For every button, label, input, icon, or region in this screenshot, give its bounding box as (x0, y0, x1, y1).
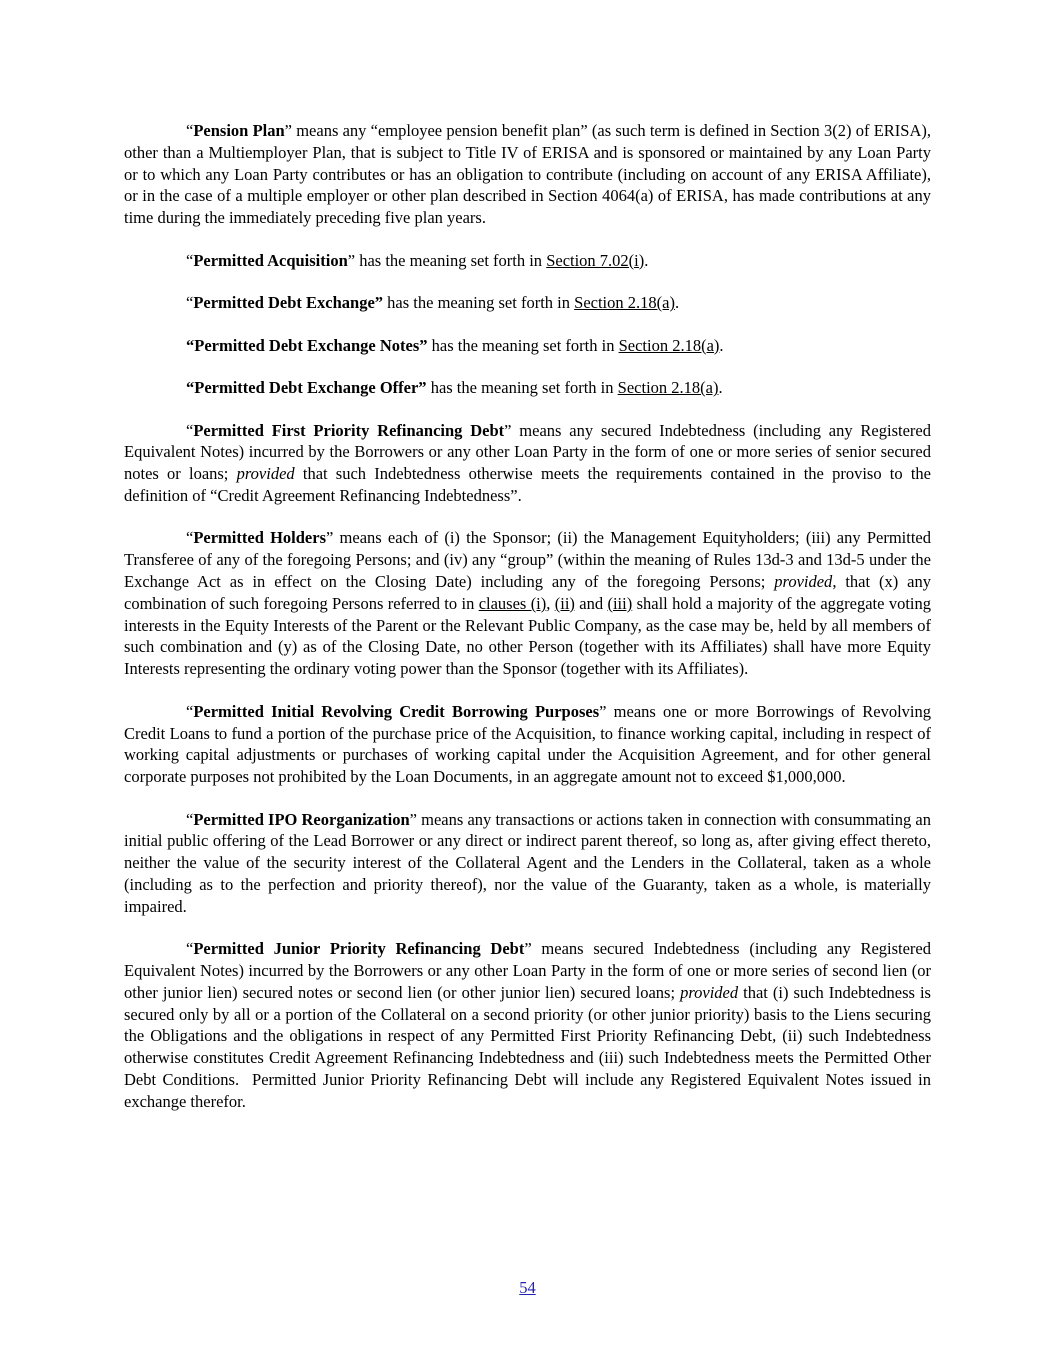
text-run: has the meaning set forth in (427, 335, 619, 355)
paragraph-permitted-holders (124, 527, 931, 680)
paragraph-permitted-ipo-reorganization (124, 809, 931, 918)
defined-term: “Permitted Debt Exchange Offer” (186, 378, 427, 398)
text-run: “ (186, 121, 194, 140)
text-run: “ (186, 420, 194, 440)
paragraph-permitted-debt-exchange-offer (124, 377, 931, 399)
text-run: ” means each of (i) the Sponsor; (ii) the Management Equityholders; (iii) any Permitted Transferee of any of the foregoing Persons; and (iv) any “group” (within the meaning of Rules 13d-3 and 13d-5 under the Exchange Act as in effect on the Closing Date) including any of the foregoing Persons; (124, 528, 931, 592)
text-run: provided (680, 982, 739, 1002)
defined-term: Permitted Junior Priority Refinancing Debt (193, 939, 525, 959)
defined-term: Permitted First Priority Refinancing Debt (193, 420, 505, 440)
text-run: . (718, 378, 723, 398)
text-run: , that (x) any combination of such foregoing Persons referred to in (124, 572, 931, 613)
text-run: . (644, 250, 649, 270)
paragraph-permitted-debt-exchange (124, 292, 931, 314)
page-number-link[interactable]: 54 (519, 1278, 536, 1297)
text-run: provided (236, 464, 295, 484)
text-run: has the meaning set forth in (426, 378, 618, 398)
defined-term: Permitted Acquisition (193, 250, 348, 270)
page-footer (0, 1277, 1055, 1299)
text-run: . (719, 335, 724, 355)
text-run: ” means one or more Borrowings of Revolving Credit Loans to fund a portion of the purchase price of the Acquisition, to finance working capital, including in respect of working capital adjustments or purchases of working capital under the Acquisition Agreement, and for other general corporate purposes not prohibited by the Loan Documents, in an aggregate amount not to exceed $1,000,000. (124, 701, 932, 787)
text-run: . (674, 293, 680, 313)
section-reference-link[interactable]: Section 7.02(i) (546, 250, 645, 270)
section-reference-link[interactable]: (iii) (607, 593, 633, 613)
document-body (124, 120, 931, 1133)
paragraph-permitted-debt-exchange-notes (124, 335, 931, 357)
text-run: shall hold a majority of the aggregate voting interests in the Equity Interests of the Parent or the Relevant Public Company, as the case may be, held by all members of such combination and (y) as of the Closing Date, no other Person (together with its Affiliates) shall have more Equity Interests representing the ordinary voting power than the Sponsor (together with its Affiliates). (124, 593, 931, 679)
defined-term: “Permitted Debt Exchange Notes” (186, 335, 428, 355)
text-run: “ (186, 293, 194, 313)
text-run: ” has the meaning set forth in (347, 250, 547, 270)
text-run: provided (774, 572, 833, 592)
paragraph-permitted-first-priority-refinancing-debt (124, 420, 931, 507)
text-run: “ (186, 528, 194, 548)
defined-term: Permitted IPO Reorganization (193, 809, 410, 829)
text-run: ” means any secured Indebtedness (including any Registered Equivalent Notes) incurred by the Borrowers or any other Loan Party in the form of one or more series of senior secured notes or loans; (124, 420, 931, 484)
defined-term: Permitted Initial Revolving Credit Borrowing Purposes (193, 701, 600, 721)
section-reference-link[interactable]: Section 2.18(a) (574, 293, 675, 313)
text-run: , (546, 593, 555, 613)
defined-term: Permitted Holders (193, 528, 327, 548)
text-run: “ (186, 939, 194, 959)
defined-term: Permitted Debt Exchange” (193, 293, 384, 313)
text-run: has the meaning set forth in (383, 293, 575, 313)
section-reference-link[interactable]: Section 2.18(a) (618, 335, 720, 355)
text-run: ” means any “employee pension benefit plan” (as such term is defined in Section 3(2) of ERISA), other than a Multiemployer Plan, that is subject to Title IV of ERISA and is sponsored or maintained by any Loan Party or to which any Loan Party contributes or has an obligation to contribute (including on account of any ERISA Affiliate), or in the case of a multiple employer or other plan described in Section 4064(a) of ERISA, has made contributions at any time during the immediately preceding five plan years. (124, 121, 932, 228)
text-run: “ (186, 250, 194, 270)
text-run: that (i) such Indebtedness is secured only by all or a portion of the Collateral on a second priority (or other junior priority) basis to the Liens securing the Obligations and the obligations in respect of any Permitted First Priority Refinancing Debt, (ii) such Indebtedness otherwise constitutes Credit Agreement Refinancing Indebtedness and (iii) such Indebtedness meets the Permitted Other Debt Conditions. Permitted Junior Priority Refinancing Debt will include any Registered Equivalent Notes issued in exchange therefor. (124, 982, 931, 1111)
paragraph-pension-plan (124, 120, 931, 229)
text-run: and (574, 593, 608, 613)
paragraph-permitted-junior-priority-refinancing-debt (124, 938, 931, 1112)
text-run: “ (186, 809, 194, 829)
text-run: that such Indebtedness otherwise meets the requirements contained in the proviso to the definition of “Credit Agreement Refinancing Indebtedness”. (124, 464, 931, 505)
paragraph-permitted-initial-revolving-credit-borrowing-purposes (124, 701, 931, 788)
section-reference-link[interactable]: clauses (i) (478, 593, 547, 613)
paragraph-permitted-acquisition (124, 250, 931, 272)
text-run: “ (186, 701, 194, 721)
defined-term: Pension Plan (193, 121, 285, 140)
text-run: ” means secured Indebtedness (including any Registered Equivalent Notes) incurred by the Borrowers or any other Loan Party in the form of one or more series of second lien (or other junior lien) secured notes or second lien (or other junior lien) secured loans; (124, 939, 932, 1002)
section-reference-link[interactable]: Section 2.18(a) (617, 378, 719, 398)
text-run: ” means any transactions or actions taken in connection with consummating an initial public offering of the Lead Borrower or any direct or indirect parent thereof, so long as, after giving effect thereto, neither the value of the security interest of the Collateral Agent and the Lenders in the Collateral, taken as a whole (including as to the perfection and priority thereof), nor the value of the Guaranty, taken as a whole, is materially impaired. (124, 809, 931, 916)
section-reference-link[interactable]: (ii) (554, 593, 575, 613)
